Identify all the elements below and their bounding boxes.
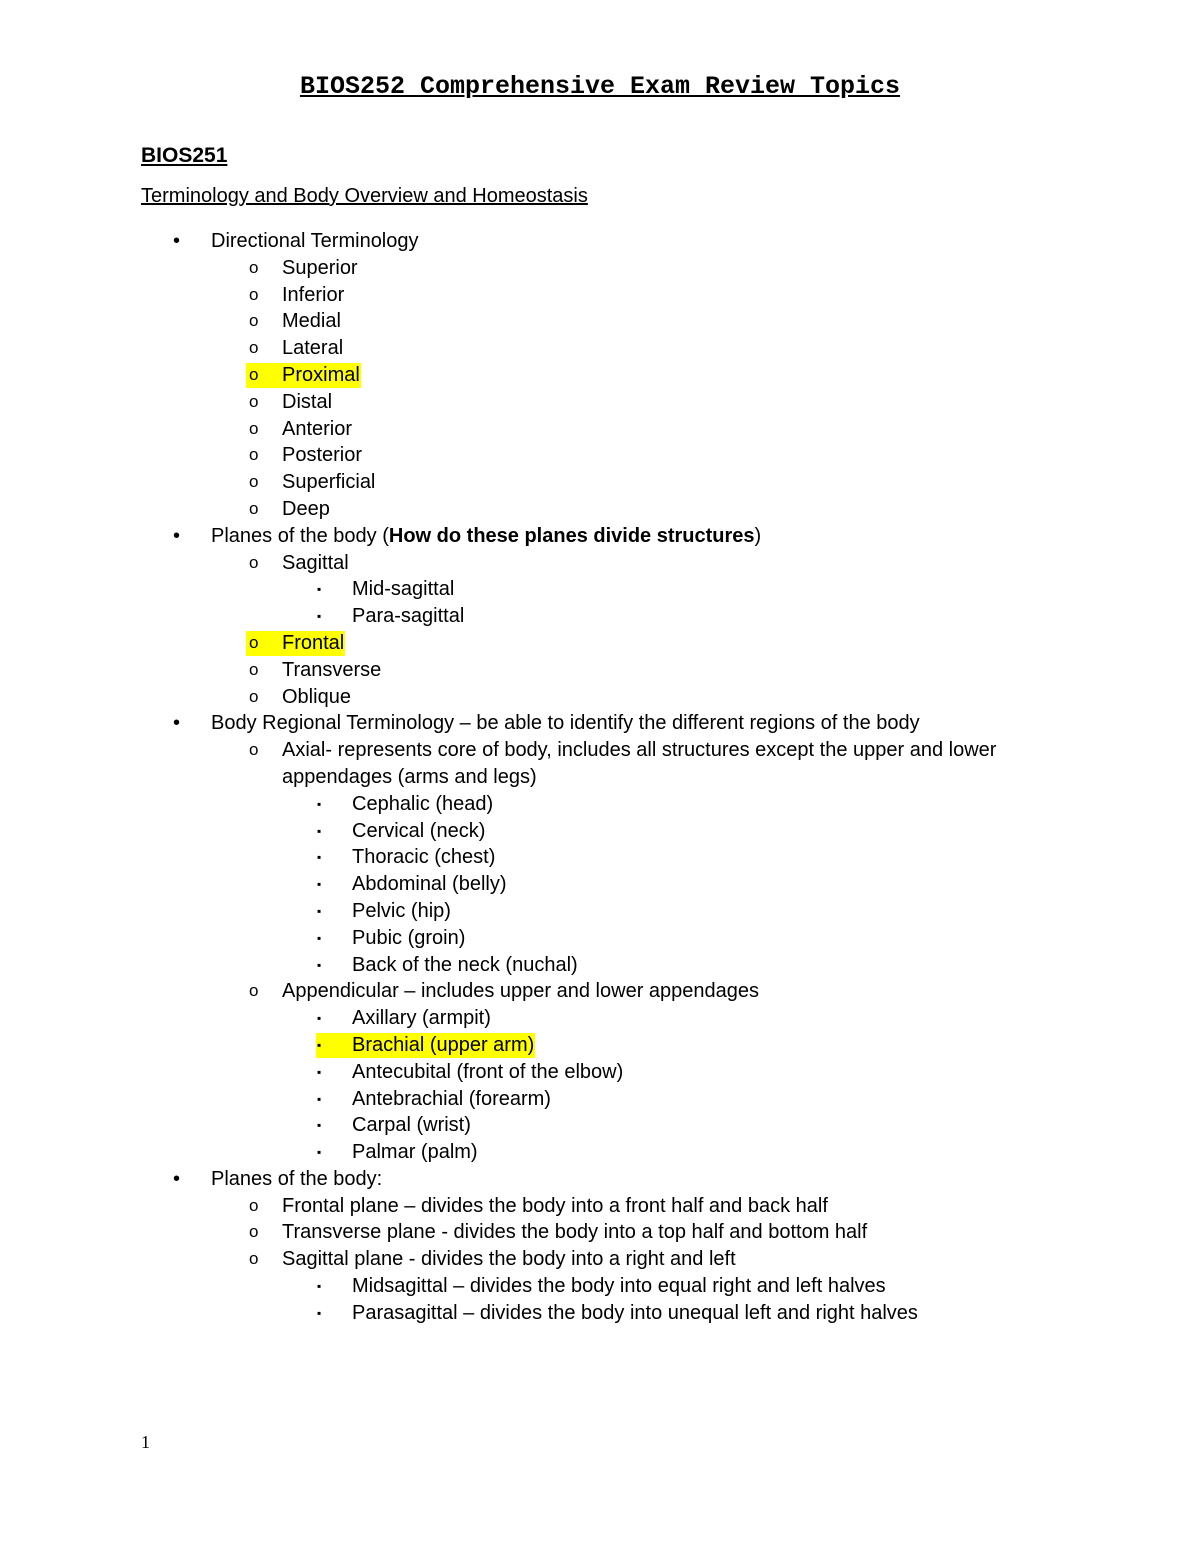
square-bullet-marker: ▪	[317, 1279, 322, 1294]
course-heading: BIOS251	[141, 144, 228, 167]
outline-item-level-3	[0, 1032, 1200, 1059]
square-bullet-marker: ▪	[317, 582, 322, 597]
square-bullet-marker: ▪	[317, 1064, 322, 1079]
outline-item-text: Abdominal (belly)	[352, 873, 507, 896]
circle-bullet-marker: o	[249, 418, 259, 438]
outline-item-text: Transverse plane - divides the body into a top half and bottom half	[282, 1221, 868, 1244]
outline-item-text: Frontal	[282, 631, 345, 654]
outline-item-level-1	[0, 523, 1200, 550]
outline-item-level-2	[0, 442, 1200, 469]
square-bullet-marker: ▪	[317, 930, 322, 945]
outline-item-level-3	[0, 871, 1200, 898]
emphasis-text: How do these planes divide structures	[388, 524, 755, 547]
outline-item-text: Carpal (wrist)	[352, 1114, 471, 1137]
circle-bullet-marker: o	[249, 472, 259, 492]
outline-item-level-3	[0, 925, 1200, 952]
square-bullet-marker: ▪	[317, 1091, 322, 1106]
circle-bullet-marker: o	[249, 686, 259, 706]
outline-item-level-3	[0, 791, 1200, 818]
topic-outline	[0, 228, 1200, 1327]
square-bullet-marker: ▪	[317, 903, 322, 918]
outline-item-level-2	[0, 1246, 1200, 1273]
outline-item-level-2	[0, 389, 1200, 416]
circle-bullet-marker: o	[249, 659, 259, 679]
outline-item-level-3	[0, 576, 1200, 603]
outline-item-text: Directional Terminology	[211, 230, 419, 252]
square-bullet-marker: ▪	[317, 1118, 322, 1133]
bullet-marker: •	[173, 524, 181, 547]
outline-item-text: Frontal plane – divides the body into a front half and back half	[282, 1194, 828, 1217]
circle-bullet-marker: o	[249, 498, 259, 518]
outline-item-level-2	[0, 469, 1200, 496]
circle-bullet-marker: o	[249, 284, 259, 304]
outline-item-text: Pelvic (hip)	[352, 899, 451, 922]
outline-item-level-2	[0, 255, 1200, 282]
outline-item-text: Brachial (upper arm)	[352, 1033, 535, 1056]
outline-item-level-3	[0, 1086, 1200, 1113]
outline-item-level-2	[0, 657, 1200, 684]
outline-item-text: Sagittal	[282, 551, 349, 574]
outline-item-text: Sagittal plane - divides the body into a right and left	[282, 1248, 736, 1271]
square-bullet-marker: ▪	[317, 823, 322, 838]
outline-item-level-2	[0, 684, 1200, 711]
outline-item-text: Inferior	[282, 283, 345, 306]
outline-item-text: Proximal	[282, 363, 360, 386]
bullet-marker: •	[173, 712, 181, 735]
circle-bullet-marker: o	[249, 311, 259, 331]
square-bullet-marker: ▪	[317, 957, 322, 972]
outline-item-level-2	[0, 335, 1200, 362]
outline-item-level-3	[0, 1273, 1200, 1300]
square-bullet-marker: ▪	[317, 1011, 322, 1026]
outline-item-level-1	[0, 228, 1200, 255]
square-bullet-marker: ▪	[317, 1305, 322, 1320]
outline-item-text: Superior	[282, 256, 358, 279]
outline-item-level-2	[0, 416, 1200, 443]
outline-item-text: Appendicular – includes upper and lower appendages	[282, 980, 760, 1003]
outline-item-text: Planes of the body:	[211, 1167, 383, 1190]
outline-item-level-3	[0, 1300, 1200, 1327]
square-bullet-marker: ▪	[317, 877, 322, 892]
outline-item-level-2	[0, 737, 1200, 764]
outline-item-level-3	[0, 898, 1200, 925]
circle-bullet-marker: o	[249, 257, 259, 277]
square-bullet-marker: ▪	[317, 609, 322, 624]
outline-item-text: Cephalic (head)	[352, 792, 494, 815]
outline-item-level-1	[0, 710, 1200, 737]
outline-item-text: Mid-sagittal	[352, 578, 455, 601]
outline-item-text: Transverse	[282, 658, 382, 681]
circle-bullet-marker: o	[249, 1195, 259, 1215]
outline-item-text: Parasagittal – divides the body into unequal left and right halves	[352, 1301, 918, 1324]
square-bullet-marker: ▪	[317, 1037, 322, 1052]
outline-item-level-2	[0, 308, 1200, 335]
outline-item-text: Antebrachial (forearm)	[352, 1087, 551, 1110]
outline-item-text: Posterior	[282, 444, 363, 467]
outline-item-level-3	[0, 1005, 1200, 1032]
outline-item-text: Palmar (palm)	[352, 1141, 478, 1164]
outline-item-level-2	[0, 362, 1200, 389]
circle-bullet-marker: o	[249, 391, 259, 411]
outline-item-level-2	[0, 1193, 1200, 1220]
outline-item-level-3	[0, 844, 1200, 871]
section-heading: Terminology and Body Overview and Homeostasis	[141, 185, 588, 207]
outline-item-level-3	[0, 952, 1200, 979]
outline-item-level-3	[0, 1112, 1200, 1139]
circle-bullet-marker: o	[249, 552, 259, 572]
outline-item-level-3	[0, 1059, 1200, 1086]
square-bullet-marker: ▪	[317, 850, 322, 865]
circle-bullet-marker: o	[249, 445, 259, 465]
outline-item-text: Pubic (groin)	[352, 926, 466, 949]
square-bullet-marker: ▪	[317, 796, 322, 811]
outline-item-text: Medial	[282, 310, 341, 333]
outline-item-level-3	[0, 1139, 1200, 1166]
page-number: 1	[141, 1432, 150, 1452]
outline-item-level-3	[0, 818, 1200, 845]
outline-item-text: Cervical (neck)	[352, 819, 486, 842]
page-title: BIOS252 Comprehensive Exam Review Topics	[299, 72, 901, 101]
circle-bullet-marker: o	[249, 1222, 259, 1242]
outline-item-text: Thoracic (chest)	[352, 846, 496, 869]
outline-item-level-2	[0, 496, 1200, 523]
circle-bullet-marker: o	[249, 740, 259, 760]
outline-item-text: Deep	[282, 497, 330, 520]
outline-item-text: Axillary (armpit)	[352, 1007, 491, 1030]
outline-item-text: Oblique	[282, 685, 351, 708]
outline-item-text: Lateral	[282, 337, 344, 360]
outline-item-text: Distal	[282, 390, 333, 413]
outline-item-text: Anterior	[282, 417, 353, 440]
outline-item-level-1	[0, 1166, 1200, 1193]
circle-bullet-marker: o	[249, 632, 259, 652]
outline-item-level-2	[0, 550, 1200, 577]
circle-bullet-marker: o	[249, 981, 259, 1001]
circle-bullet-marker: o	[249, 364, 259, 384]
circle-bullet-marker: o	[249, 338, 259, 358]
square-bullet-marker: ▪	[317, 1145, 322, 1160]
outline-item-continuation: appendages (arms and legs)	[282, 765, 537, 788]
outline-item-level-2	[0, 282, 1200, 309]
outline-item-text: Superficial	[282, 471, 376, 494]
circle-bullet-marker: o	[249, 1249, 259, 1269]
bullet-marker: •	[173, 230, 181, 252]
bullet-marker: •	[173, 1167, 181, 1190]
outline-item-text: Midsagittal – divides the body into equal right and left halves	[352, 1275, 886, 1298]
outline-item-level-2	[0, 978, 1200, 1005]
outline-item-level-2	[0, 1219, 1200, 1246]
outline-item-level-2	[0, 630, 1200, 657]
outline-item-text: Back of the neck (nuchal)	[352, 953, 578, 976]
outline-item-text: Body Regional Terminology – be able to identify the different regions of the body	[211, 712, 920, 735]
outline-item-text: Axial- represents core of body, includes all structures except the upper and lower	[282, 739, 997, 762]
outline-item-text: Para-sagittal	[352, 605, 465, 628]
outline-item-text: Antecubital (front of the elbow)	[352, 1060, 624, 1083]
outline-item-level-3	[0, 603, 1200, 630]
outline-item-text: Planes of the body (How do these planes divide structures)	[211, 524, 762, 547]
